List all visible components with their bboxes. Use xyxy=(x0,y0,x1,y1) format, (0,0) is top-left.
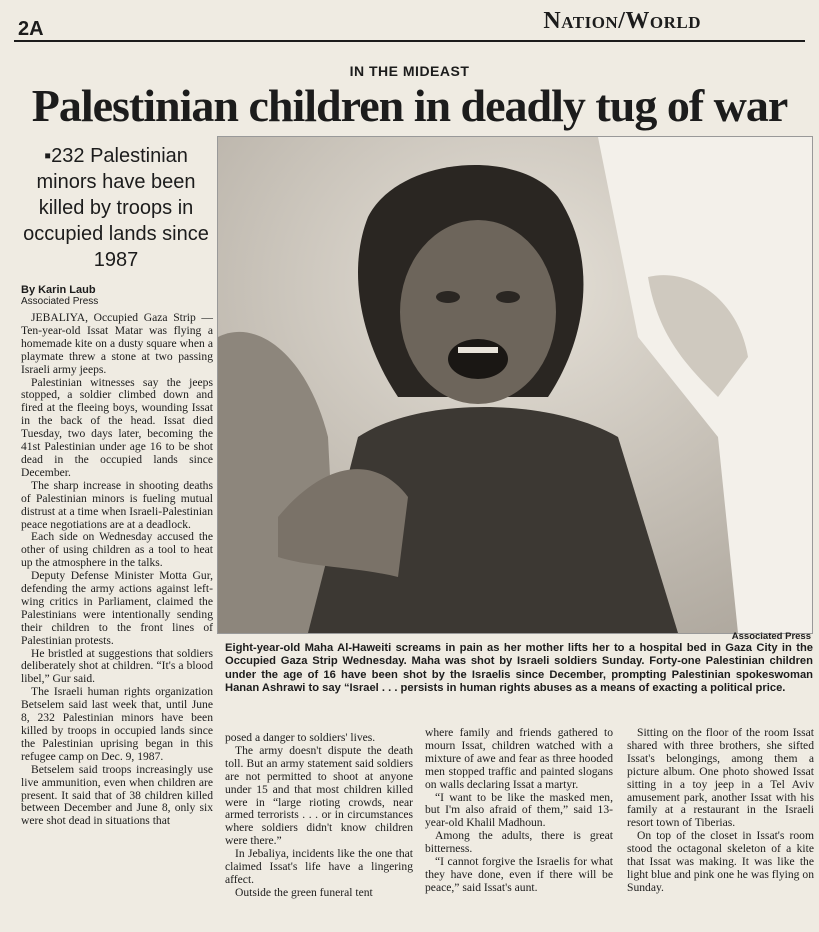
page-number: 2A xyxy=(18,18,44,40)
headline: Palestinian children in deadly tug of war xyxy=(31,80,788,131)
section-header: Nation/World xyxy=(543,8,701,34)
paragraph: JEBALIYA, Occupied Gaza Strip — Ten-year-old Issat Matar was flying a homemade kite on a dusty square when a playmate threw a stone at two passing Israeli army jeeps. xyxy=(21,311,213,376)
paragraph: Sitting on the floor of the room Issat shared with three brothers, she sifted Issat's belongings, among them a picture album. One photo showed Issat sitting in a toy jeep in a Tel Aviv amusement park, another Issat with his family at a restaurant in the Israeli resort town of Tiberias. xyxy=(627,726,814,830)
article-column-3 xyxy=(425,727,613,895)
paragraph: “I want to be like the masked men, but I'm also afraid of them,” said 13-year-old Khalil Madhoun. xyxy=(425,790,613,830)
paragraph: Palestinian witnesses say the jeeps stopped, a soldier climbed down and fired at the fleeing boys, wounding Issat in the back of the head. Issat died Tuesday, two days later, becoming the 41st Palestinian under age 16 to be shot dead in the occupied lands since December. xyxy=(21,375,213,479)
photo-illustration xyxy=(218,137,812,633)
paragraph: The Israeli human rights organization Betselem said last week that, until June 8, 232 Palestinian minors have been killed by troops in occupied lands since the Palestinian uprising began in this refugee camp on Dec. 9, 1987. xyxy=(21,685,213,763)
paragraph: Among the adults, there is great bitterness. xyxy=(425,829,613,856)
kicker: IN THE MIDEAST xyxy=(349,63,470,79)
article-column-1 xyxy=(21,312,213,828)
paragraph: The sharp increase in shooting deaths of Palestinian minors is fueling mutual distrust at a time when Israeli-Palestinian peace negotiations are at a deadlock. xyxy=(21,478,213,531)
paragraph: posed a danger to soldiers' lives. xyxy=(225,731,376,744)
subheadline: ▪232 Palestinian minors have been killed by troops in occupied lands since 1987 xyxy=(23,145,209,271)
paragraph: On top of the closet in Issat's room stood the octagonal skeleton of a kite that Issat was making. It was like the light blue and pink one he was flying on Sunday. xyxy=(627,829,814,894)
paragraph: Betselem said troops increasingly use live ammunition, even when children are present. It said that of 38 children killed between December and June 8, only six were shot dead in situations that xyxy=(21,762,213,828)
paragraph: Deputy Defense Minister Motta Gur, defending the army actions against left-wing critics in Parliament, claimed the Palestinians were intentionally sending their children to the front lines of Palestinian protests. xyxy=(21,569,213,647)
news-photo xyxy=(217,136,813,634)
paragraph: “I cannot forgive the Israelis for what they have done, even if there will be peace,” said Issat's aunt. xyxy=(425,855,613,894)
paragraph: Outside the green funeral tent xyxy=(235,885,373,899)
photo-credit: Associated Press xyxy=(731,631,811,642)
paragraph: where family and friends gathered to mourn Issat, children watched with a mixture of awe and fear as three hooded men stopped traffic and painted slogans on walls declaring Issat a martyr. xyxy=(425,726,613,791)
article-column-4 xyxy=(627,727,814,895)
article-column-2 xyxy=(225,732,413,900)
paragraph: He bristled at suggestions that soldiers deliberately shot at children. “It's a blood libel,” Gur said. xyxy=(21,646,213,686)
paragraph: In Jebaliya, incidents like the one that claimed Issat's life have a lingering affect. xyxy=(225,847,413,886)
byline: By Karin Laub xyxy=(21,284,96,296)
paragraph: The army doesn't dispute the death toll. But an army statement said soldiers are not permitted to shoot at anyone under 15 and that most children killed were in “large rioting crowds, near armed terrorists . . . or in circumstances where soldiers didn't know children were there.” xyxy=(225,743,413,848)
paragraph: Each side on Wednesday accused the other of using children as a tool to heat up the atmosphere in the talks. xyxy=(21,530,213,570)
byline-organization: Associated Press xyxy=(21,296,99,307)
header-rule xyxy=(14,40,805,42)
photo-caption: Eight-year-old Maha Al-Haweiti screams in pain as her mother lifts her to a hospital bed in Gaza City in the Occupied Gaza Strip Wednesday. Maha was shot by Israeli soldiers Sunday. Forty-one Palestinian children under the age of 16 have been shot by the Israelis since December, prompting Palestinian spokeswoman Hanan Ashrawi to say “Israel . . . persists in human rights abuses as a means of exacting a political price. xyxy=(225,642,813,694)
